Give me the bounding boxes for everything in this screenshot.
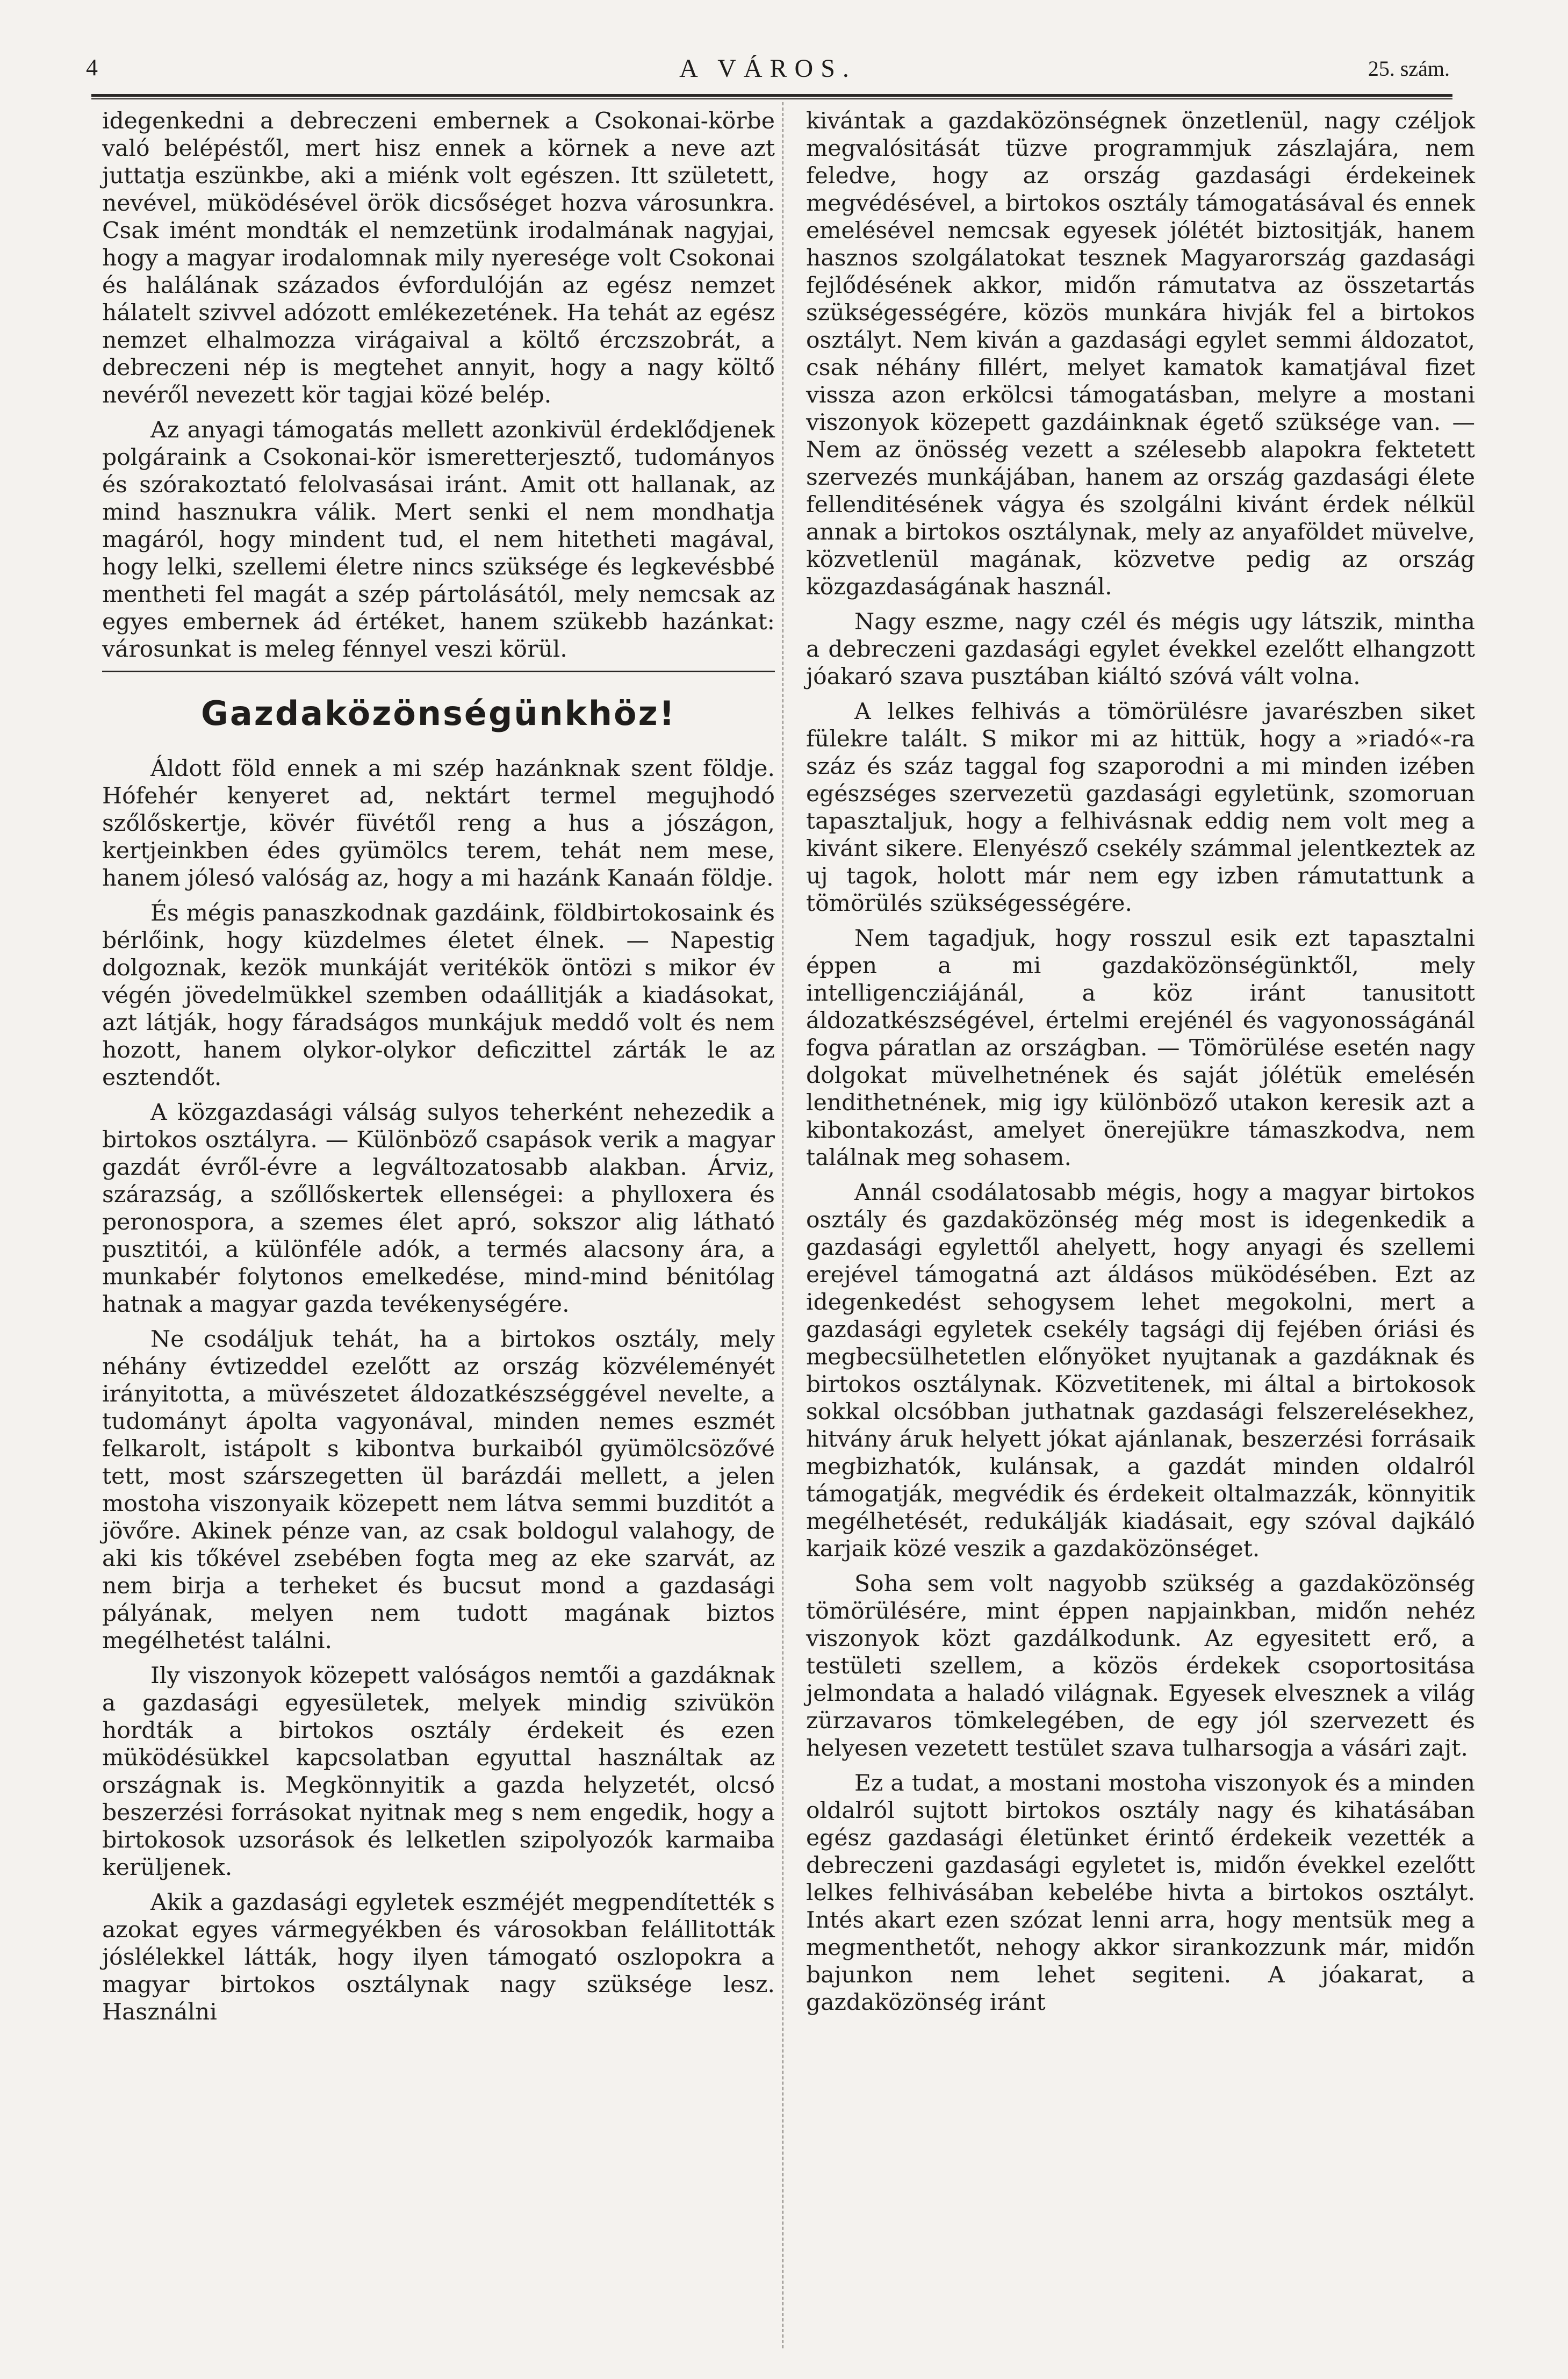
column-separator	[782, 102, 783, 2348]
header-rule	[91, 94, 1452, 97]
left-column	[102, 107, 775, 2033]
paragraph: Ez a tudat, a mostani mostoha viszonyok és a minden oldalról sujtott birtokos osztály nagy és kihatásában egész gazdasági életünket érintő érdekeik vezették a debreczeni gazdasági egyletet is, midőn évekkel ezelőtt lelkes felhivásában kebelébe hivta a birtokos osztályt. Intés akart ezen szózat lenni arra, hogy mentsük meg a megmenthetőt, nehogy akkor sirankozzunk már, midőn bajunkon nem lehet segiteni. A jóakarat, a gazdaközönség iránt	[806, 1770, 1475, 2016]
issue-number: 25. szám.	[1368, 56, 1450, 81]
article-heading: Gazdaközönségünkhöz!	[201, 694, 676, 733]
paragraph: Akik a gazdasági egyletek eszméjét megpendítették s azokat egyes vármegyékben és városokban felállitották jóslélekkel látták, hogy ilyen támogató oszlopokra a magyar birtokos osztálynak nagy szüksége lesz. Használni	[102, 1889, 775, 2026]
right-column	[806, 107, 1475, 2024]
paragraph: Az anyagi támogatás mellett azonkivül érdeklődjenek polgáraink a Csokonai-kör ismeretterjesztő, tudományos és szórakoztató felolvasásai iránt. Amit ott hallanak, az mind hasznukra válik. Mert senki el nem mondhatja magáról, hogy mindent tud, el nem hitetheti magával, hogy lelki, szellemi életre nincs szüksége és legkevésbbé mentheti fel magát a szép pártolásától, mely nemcsak az egyes embernek ád értéket, hanem szükebb hazánkat: városunkat is meleg fénnyel veszi körül.	[102, 417, 775, 663]
paragraph: Soha sem volt nagyobb szükség a gazdaközönség tömörülésére, mint éppen napjainkban, midőn nehéz viszonyok közt gazdálkodunk. Az egyesitett erő, a testületi szellem, a közös érdekek csoportositása jelmondata a haladó világnak. Egyesek elvesznek a világ zürzavaros tömkelegében, de egy jól szervezett és helyesen vezetett testület szava tulharsogja a vásári zajt.	[806, 1571, 1475, 1762]
header-rule-thin	[91, 98, 1452, 99]
paragraph: Nem tagadjuk, hogy rosszul esik ezt tapasztalni éppen a mi gazdaközönségünktől, mely intelligencziájánál, a köz iránt tanusitott áldozatkészségével, értelmi erejénél és vagyonosságánál fogva páratlan az országban. — Tömörülése esetén nagy dolgokat müvelhetnének és saját jólétük emelésén lendithetnének, mig igy különböző utakon keresik azt a kibontakozást, amelyet önerejükre támaszkodva, nem találnak meg sohasem.	[806, 925, 1475, 1171]
paragraph: Áldott föld ennek a mi szép hazánknak szent földje. Hófehér kenyeret ad, nektárt termel megujhodó szőlőskertje, kövér füvétől reng a hus a jószágon, kertjeinkben édes gyümölcs terem, tehát nem mese, hanem jólesó valóság az, hogy a mi hazánk Kanaán földje.	[102, 756, 775, 892]
paragraph: A lelkes felhivás a tömörülésre javarészben siket fülekre talált. S mikor mi az hittük, hogy a »riadó«-ra száz és száz taggal fog szaporodni a mi minden izében egészséges szervezetü gazdasági egyletünk, szomoruan tapasztaljuk, hogy a felhivásnak eddig nem volt meg a kivánt sikere. Elenyésző csekély számmal jelentkeztek az uj tagok, holott már nem egy izben rámutattunk a tömörülés szükségességére.	[806, 699, 1475, 917]
paragraph: Annál csodálatosabb mégis, hogy a magyar birtokos osztály és gazdaközönség még most is idegenkedik a gazdasági egylettől ahelyett, hogy anyagi és szellemi erejével támogatná azt áldásos müködésében. Ezt az idegenkedést sehogysem lehet megokolni, mert a gazdasági egyletek csekély tagsági dij fejében óriási és megbecsülhetetlen előnyöket nyujtanak a gazdáknak és birtokos osztálynak. Közvetitenek, mi által a birtokosok sokkal olcsóbban juthatnak gazdasági felszerelésekhez, hitvány áruk helyett jókat ajánlanak, beszerzési forrásaik megbizhatók, kulánsak, a gazdát minden oldalról támogatják, megvédik és érdekeit oltalmazzák, könnyitik megélhetését, redukálják kiadásait, egy szóval dajkáló karjaik közé veszik a gazdaközönséget.	[806, 1180, 1475, 1562]
paragraph: A közgazdasági válság sulyos teherként nehezedik a birtokos osztályra. — Különböző csapások verik a magyar gazdát évről-évre a legváltozatosabb alakban. Árviz, szárazság, a szőllőskertek ellenségei: a phylloxera és peronospora, a szemes élet apró, sokszor alig látható pusztitói, a különféle adók, a termés alacsony ára, a munkabér folytonos emelkedése, mind-mind bénitólag hatnak a magyar gazda tevékenységére.	[102, 1099, 775, 1318]
newspaper-title: A VÁROS.	[679, 54, 857, 83]
paragraph: Nagy eszme, nagy czél és mégis ugy látszik, mintha a debreczeni gazdasági egylet évekkel ezelőtt elhangzott jóakaró szava pusztában kiáltó szóvá vált volna.	[806, 609, 1475, 690]
page-number: 4	[86, 54, 98, 81]
section-divider	[102, 671, 775, 672]
paragraph: kivántak a gazdaközönségnek önzetlenül, nagy czéljok megvalósitását tüzve programmjuk zászlajára, nem feledve, hogy az ország gazdasági érdekeinek megvédésével, a birtokos osztály támogatásával és ennek emelésével nemcsak egyesek jólétét biztositják, hanem hasznos szolgálatokat tesznek Magyarország gazdasági fejlődésének akkor, midőn rámutatva az összetartás szükségességére, közös munkára hivják fel a birtokos osztályt. Nem kiván a gazdasági egylet semmi áldozatot, csak néhány fillért, melyet kamatok kamatjával fizet vissza azon erkölcsi támogatásban, melyre a mostani viszonyok közepett gazdáinknak égető szüksége van. — Nem az önösség vezett a szélesebb alapokra fektetett szervezés munkájában, hanem az ország gazdasági élete fellenditésének vágya és szolgálni kivánt érdek nélkül annak a birtokos osztálynak, mely az anyaföldet müvelve, közvetlenül magának, közvetve pedig az ország közgazdaságának használ.	[806, 108, 1475, 600]
paragraph: És mégis panaszkodnak gazdáink, földbirtokosaink és bérlőink, hogy küzdelmes életet élnek. — Napestig dolgoznak, kezök munkáját veritékök öntözi s mikor év végén jövedelmükkel szemben odaállitják a kiadásokat, azt látják, hogy fáradságos munkájuk meddő volt és nem hozott, hanem olykor-olykor deficzittel zárták le az esztendőt.	[102, 900, 775, 1091]
paragraph: idegenkedni a debreczeni embernek a Csokonai-körbe való belépéstől, mert hisz ennek a körnek a neve azt juttatja eszünkbe, aki a miénk volt egészen. Itt született, nevével, müködésével örök dicsőséget hozva városunkra. Csak imént mondták el nemzetünk irodalmának nagyjai, hogy a magyar irodalomnak mily nyeresége volt Csokonai és halálának százados évfordulóján az egész nemzet hálatelt szivvel adózott emlékezetének. Ha tehát az egész nemzet elhalmozza virágaival a költő érczszobrát, a debreczeni nép is megtehet annyit, hogy a nagy költő nevéről nevezett kör tagjai közé belép.	[102, 108, 775, 408]
paragraph: Ne csodáljuk tehát, ha a birtokos osztály, mely néhány évtizeddel ezelőtt az ország közvéleményét irányitotta, a müvészetet áldozatkészséggével nevelte, a tudományt ápolta vagyonával, minden nemes eszmét felkarolt, istápolt s kibontva burkaiból gyümölcsözővé tett, most szárszegetten ül barázdái mellett, a jelen mostoha viszonyaik közepett nem látva semmi buzditót a jövőre. Akinek pénze van, az csak boldogul valahogy, de aki kis tőkével zsebében fogta meg az eke szarvát, az nem birja a terheket és bucsut mond a gazdasági pályának, melyen nem tudott magának biztos megélhetést találni.	[102, 1326, 775, 1655]
paragraph: Ily viszonyok közepett valóságos nemtői a gazdáknak a gazdasági egyesületek, melyek mindig szivükön hordták a birtokos osztály érdekeit és ezen müködésükkel kapcsolatban egyuttal használtak az országnak is. Megkönnyitik a gazda helyzetét, olcsó beszerzési forrásokat nyitnak meg s nem engedik, hogy a birtokosok uzsorások és lelketlen szipolyozók karmaiba kerüljenek.	[102, 1663, 775, 1881]
page-header	[86, 54, 1450, 97]
